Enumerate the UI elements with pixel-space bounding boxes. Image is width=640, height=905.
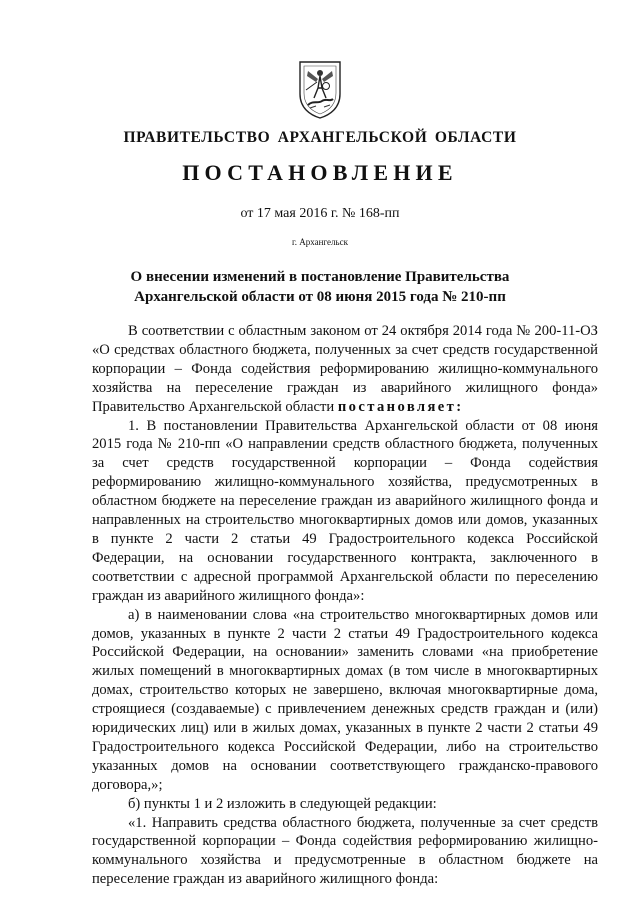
preamble-text: В соответствии с областным законом от 24 октября 2014 года № 200-11-ОЗ «О средствах областного бюджета, полученных за счет средств государственной корпорации – Фонда содействия реформированию жилищно-коммунального хозяйства на переселение граждан из аварийного жилищного фонда» Правительство Архангельской области — [92, 323, 598, 415]
item-b-paragraph: б) пункты 1 и 2 изложить в следующей редакции: — [128, 795, 437, 812]
quote-1-paragraph: «1. Направить средства областного бюджета, полученные за счет средств государственной корпорации – Фонда содействия реформированию жилищно-коммунального хозяйства и предусмотренные в областном бюджете на переселение граждан из аварийного жилищного фонда: — [92, 814, 598, 888]
item-a-paragraph: а) в наименовании слова «на строительство многоквартирных домов или домов, указанных в пункте 2 части 2 статьи 49 Градостроительного кодекса Российской Федерации, на основании» заменить словами «на приобретение жилых помещений в многоквартирных домах (в том числе в многоквартирных домах, строительство которых не завершено, включая многоквартирные дома, строящиеся (создаваемые) с привлечением денежных средств граждан и (или) юридических лиц) или в жилых домах, указанных в пункте 2 части 2 статьи 49 Градостроительного кодекса Российской Федерации, либо на строительство указанных домов на основании соответствующего гражданско-правового договора,»; — [92, 606, 598, 793]
coat-of-arms-emblem — [296, 58, 344, 120]
document-type-title: ПОСТАНОВЛЕНИЕ — [182, 160, 458, 185]
subject-line-1: О внесении изменений в постановление Правительства — [130, 269, 510, 285]
item-1-paragraph: 1. В постановлении Правительства Архангельской области от 08 июня 2015 года № 210-пп «О направлении средств областного бюджета, полученных за счет средств государственной корпорации – Фонда содействия реформированию жилищно-коммунального хозяйства, предусмотренных в областном бюджете на переселение граждан из аварийного жилищного фонда и направленных на строительство многоквартирных домов или домов, указанных в пункте 2 части 2 статьи 49 Градостроительного кодекса Российской Федерации, на основании государственного контракта, заключенного в соответствии с адресной программой Архангельской области по переселению граждан из аварийного жилищного фонда»: — [92, 417, 598, 604]
document-subject — [0, 267, 640, 307]
document-city: г. Архангельск — [292, 237, 348, 247]
document-date-number: от 17 мая 2016 г. № 168-пп — [240, 206, 400, 221]
document-body — [92, 322, 598, 889]
decree-word: постановляет: — [337, 398, 464, 415]
subject-line-2: Архангельской области от 08 июня 2015 года № 210-пп — [134, 289, 506, 305]
preamble-paragraph — [92, 322, 598, 417]
organization-name: ПРАВИТЕЛЬСТВО АРХАНГЕЛЬСКОЙ ОБЛАСТИ — [123, 129, 517, 146]
